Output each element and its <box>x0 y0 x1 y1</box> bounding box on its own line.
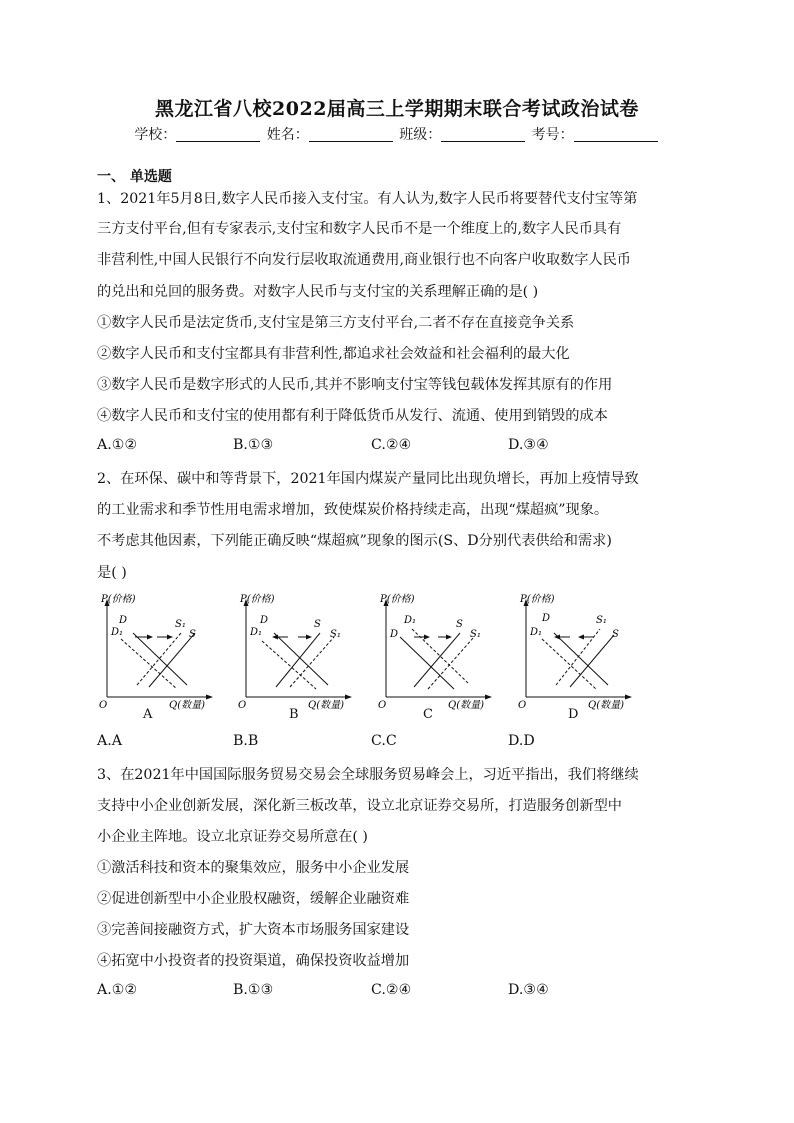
q2-line-1: 2、在环保、碳中和等背景下，2021年国内煤炭产量同比出现负增长，再加上疫情导致 <box>97 471 639 487</box>
y-axis-label: P(价格) <box>380 594 415 605</box>
q2-line-3: 不考虑其他因素，下列能正确反映“煤超疯”现象的图示(S、D分别代表供给和需求) <box>97 533 612 549</box>
q1-statement-3: ③数字人民币是数字形式的人民币,其并不影响支付宝等钱包载体发挥其原有的作用 <box>97 377 613 393</box>
demand-curve-d <box>554 633 608 685</box>
graph-a-label: A <box>143 707 153 722</box>
class-blank[interactable] <box>441 127 525 142</box>
q3-line-1: 3、在2021年中国国际服务贸易交易会全球服务贸易峰会上，习近平指出，我们将继续 <box>97 767 639 783</box>
class-label: 班级： <box>399 127 442 143</box>
q1-statement-4: ④数字人民币和支付宝的使用都有利于降低货币从发行、流通、使用到销毁的成本 <box>97 408 608 424</box>
origin-label: O <box>238 700 247 711</box>
supply-shift-arrowhead <box>306 635 312 640</box>
y-axis-label: P(价格) <box>240 594 275 605</box>
name-label: 姓名： <box>266 127 309 143</box>
q2-line-4: 是( ) <box>97 565 127 581</box>
q3-statement-4: ④拓宽中小投资者的投资渠道，确保投资收益增加 <box>97 953 410 969</box>
q1-line-4: 的兑出和兑回的服务费。对数字人民币与支付宝的关系理解正确的是( ) <box>97 284 539 300</box>
graph-d <box>516 593 636 711</box>
x-axis-label: Q(数量) <box>308 700 345 711</box>
demand-curve-d <box>133 633 187 685</box>
label-s: S <box>456 619 463 630</box>
label-d: D <box>390 629 399 640</box>
label-s: S <box>612 629 619 640</box>
x-axis-arrow <box>485 695 492 700</box>
x-axis-arrow <box>345 695 352 700</box>
q3-statement-1: ①激活科技和资本的聚集效应，服务中小企业发展 <box>97 860 410 876</box>
graph-c-label: C <box>423 707 433 722</box>
q2-option-c[interactable]: C.C <box>371 733 397 749</box>
x-axis-label: Q(数量) <box>448 700 485 711</box>
x-axis-label: Q(数量) <box>169 700 206 711</box>
label-s: S <box>314 619 321 630</box>
q2-option-a[interactable]: A.A <box>97 733 123 749</box>
x-axis-arrow <box>206 695 213 700</box>
q1-option-d[interactable]: D.③④ <box>508 437 549 453</box>
supply-curve-s <box>414 633 460 687</box>
graph-b <box>236 593 356 711</box>
q3-statement-2: ②促进创新型中小企业股权融资，缓解企业融资难 <box>97 891 410 907</box>
label-d: D <box>260 615 269 626</box>
school-blank[interactable] <box>176 127 260 142</box>
supply-shift-arrowhead <box>446 635 452 640</box>
q2-option-b[interactable]: B.B <box>233 733 259 749</box>
q3-line-2: 支持中小企业创新发展，深化新三板改革，设立北京证券交易所，打造服务创新型中 <box>97 798 622 814</box>
supply-curve-s <box>149 633 195 687</box>
student-info-row <box>0 124 794 144</box>
demand-curve-d <box>400 637 454 689</box>
q1-statement-2: ②数字人民币和支付宝都具有非营利性,都追求社会效益和社会福利的最大化 <box>97 346 570 362</box>
q3-option-a[interactable]: A.①② <box>97 982 138 998</box>
demand-shift-arrowhead <box>272 635 278 640</box>
q2-option-d[interactable]: D.D <box>508 733 535 749</box>
label-d: D <box>542 613 551 624</box>
label-s1: S₁ <box>470 629 481 640</box>
exam-title: 黑龙江省八校2022届高三上学期期末联合考试政治试卷 <box>155 98 639 120</box>
q2-line-2: 的工业需求和季节性用电需求增加，致使煤炭价格持续走高，出现“煤超疯”现象。 <box>97 502 609 518</box>
label-d1: D₁ <box>250 627 263 638</box>
demand-curve-d1 <box>542 639 596 689</box>
graph-c <box>376 593 496 711</box>
q1-line-2: 三方支付平台,但有专家表示,支付宝和数字人民币不是一个维度上的,数字人民币具有 <box>97 221 622 237</box>
exam-number-label: 考号： <box>531 127 574 143</box>
x-axis-label: Q(数量) <box>588 700 625 711</box>
q1-line-1: 1、2021年5月8日,数字人民币接入支付宝。有人认为,数字人民币将要替代支付宝等第 <box>97 191 638 207</box>
graph-b-label: B <box>289 707 299 722</box>
section-heading: 一、 单选题 <box>97 169 172 185</box>
supply-shift-arrowhead <box>167 635 173 640</box>
label-d1: D₁ <box>530 627 543 638</box>
graph-d-label: D <box>568 707 579 722</box>
label-s: S <box>189 629 196 640</box>
name-blank[interactable] <box>309 127 393 142</box>
label-s1: S₁ <box>175 619 186 630</box>
q3-option-c[interactable]: C.②④ <box>371 982 412 998</box>
label-s1: S₁ <box>330 629 341 640</box>
graph-a <box>97 593 217 711</box>
q3-line-3: 小企业主阵地。设立北京证券交易所意在( ) <box>97 829 368 845</box>
supply-shift-arrowhead <box>578 635 584 640</box>
school-label: 学校： <box>134 127 177 143</box>
label-d1: D₁ <box>111 627 124 638</box>
origin-label: O <box>518 700 527 711</box>
q1-statement-1: ①数字人民币是法定货币,支付宝是第三方支付平台,二者不存在直接竞争关系 <box>97 315 575 331</box>
label-d: D <box>119 615 128 626</box>
origin-label: O <box>378 700 387 711</box>
y-axis-label: P(价格) <box>520 594 555 605</box>
q3-option-d[interactable]: D.③④ <box>508 982 549 998</box>
label-d1: D₁ <box>404 615 417 626</box>
q1-option-b[interactable]: B.①③ <box>233 437 274 453</box>
demand-shift-arrowhead <box>424 635 430 640</box>
demand-shift-arrowhead <box>147 635 153 640</box>
y-axis-label: P(价格) <box>101 594 136 605</box>
q1-line-3: 非营利性,中国人民银行不向发行层收取流通费用,商业银行也不向客户收取数字人民币 <box>97 252 631 268</box>
q1-option-a[interactable]: A.①② <box>97 437 138 453</box>
origin-label: O <box>99 700 108 711</box>
q3-option-b[interactable]: B.①③ <box>233 982 274 998</box>
q1-option-c[interactable]: C.②④ <box>371 437 412 453</box>
exam-number-blank[interactable] <box>574 127 658 142</box>
label-s1: S₁ <box>596 615 607 626</box>
x-axis-arrow <box>625 695 632 700</box>
supply-curve-s <box>570 635 614 687</box>
q3-statement-3: ③完善间接融资方式，扩大资本市场服务国家建设 <box>97 922 410 938</box>
